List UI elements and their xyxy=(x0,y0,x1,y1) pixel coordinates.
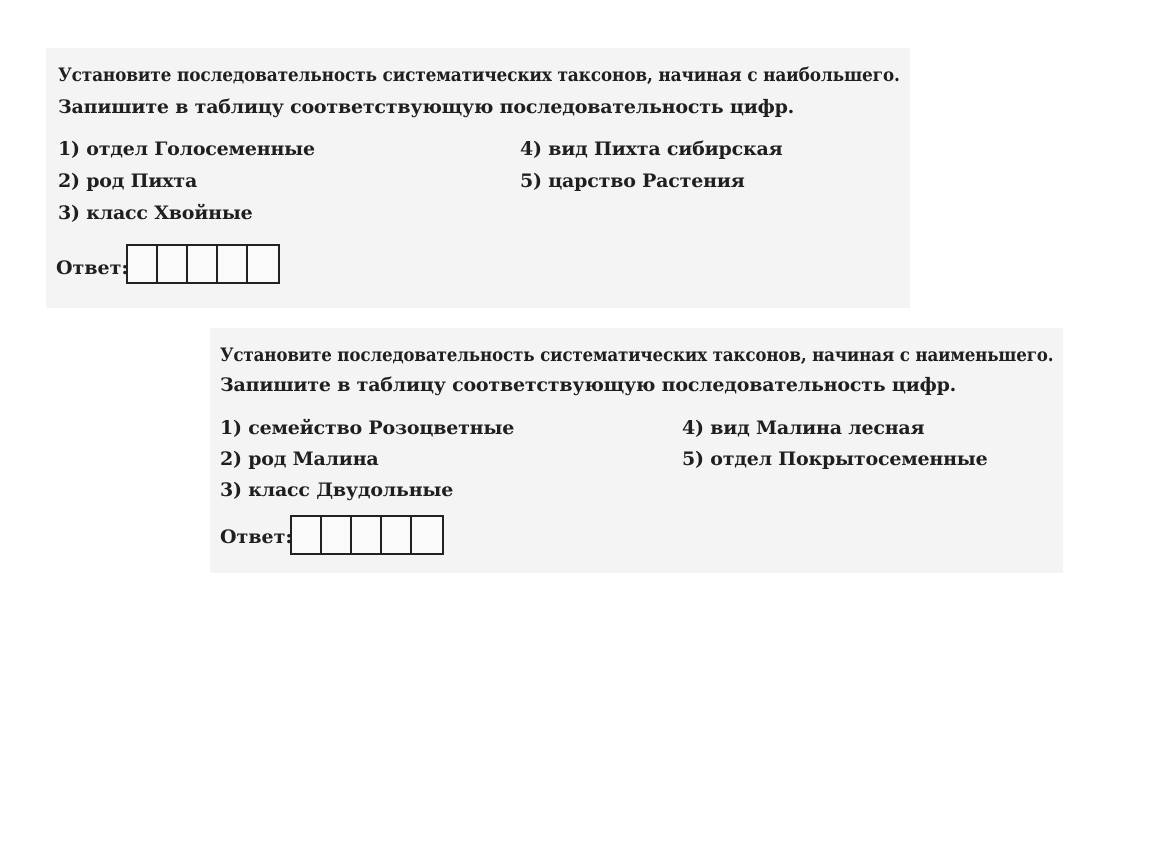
option-item: 4) вид Малина лесная xyxy=(682,417,925,439)
answer-cell[interactable] xyxy=(322,517,352,553)
answer-grid[interactable] xyxy=(126,244,280,284)
option-item: 3) класс Хвойные xyxy=(58,202,253,224)
answer-cell[interactable] xyxy=(382,517,412,553)
task-instruction: Запишите в таблицу соответствующую последовательность цифр. xyxy=(220,374,957,396)
task-instruction: Установите последовательность систематических таксонов, начиная с наибольшего. xyxy=(58,64,900,86)
option-item: 5) отдел Покрытосеменные xyxy=(682,448,988,470)
option-item: 3) класс Двудольные xyxy=(220,479,454,501)
option-item: 1) семейство Розоцветные xyxy=(220,417,515,439)
option-item: 2) род Пихта xyxy=(58,170,198,192)
answer-cell[interactable] xyxy=(158,246,188,282)
answer-label: Ответ: xyxy=(220,526,293,548)
task-card-2 xyxy=(210,328,1063,573)
task-card-1 xyxy=(46,48,910,308)
answer-cell[interactable] xyxy=(218,246,248,282)
option-item: 4) вид Пихта сибирская xyxy=(520,138,783,160)
answer-cell[interactable] xyxy=(292,517,322,553)
answer-cell[interactable] xyxy=(352,517,382,553)
option-item: 5) царство Растения xyxy=(520,170,745,192)
option-item: 2) род Малина xyxy=(220,448,379,470)
answer-grid[interactable] xyxy=(290,515,444,555)
answer-cell[interactable] xyxy=(248,246,278,282)
answer-label: Ответ: xyxy=(56,257,129,279)
answer-cell[interactable] xyxy=(188,246,218,282)
answer-cell[interactable] xyxy=(128,246,158,282)
task-instruction: Установите последовательность систематических таксонов, начиная с наименьшего. xyxy=(220,344,1054,366)
answer-cell[interactable] xyxy=(412,517,442,553)
option-item: 1) отдел Голосеменные xyxy=(58,138,315,160)
task-instruction: Запишите в таблицу соответствующую последовательность цифр. xyxy=(58,96,795,118)
